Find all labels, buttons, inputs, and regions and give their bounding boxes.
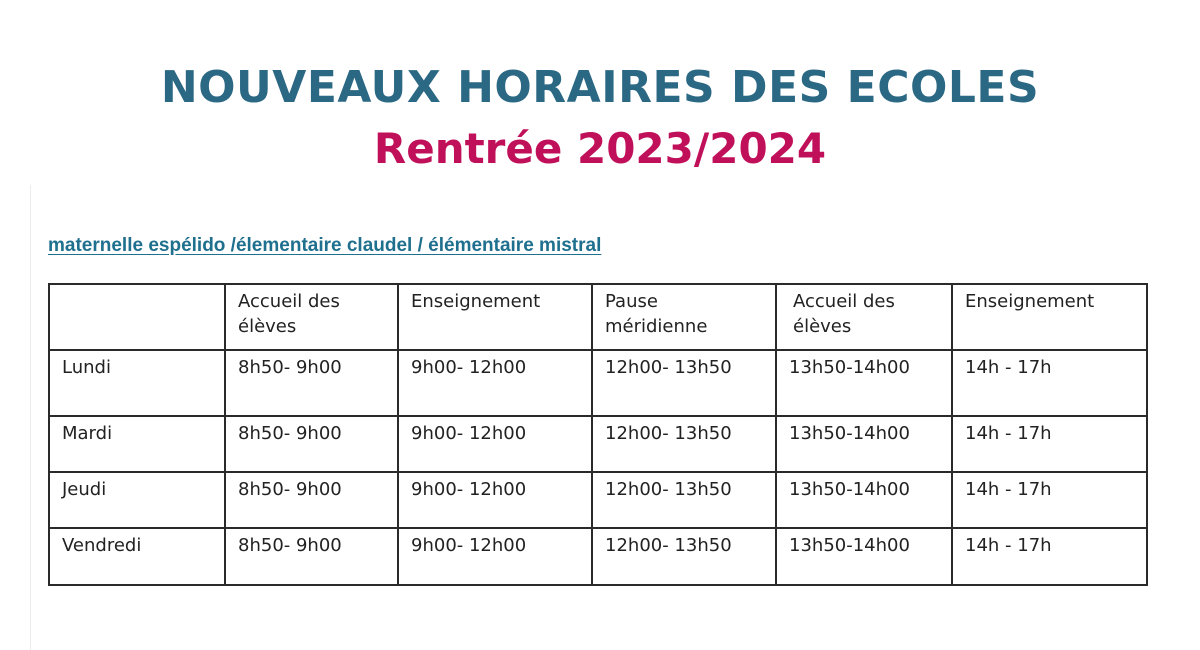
time-cell: 14h - 17h bbox=[952, 416, 1147, 472]
time-cell: 9h00- 12h00 bbox=[398, 472, 592, 528]
time-cell: 13h50-14h00 bbox=[776, 528, 952, 585]
time-cell: 8h50- 9h00 bbox=[225, 350, 398, 416]
time-cell: 13h50-14h00 bbox=[776, 350, 952, 416]
time-cell: 14h - 17h bbox=[952, 528, 1147, 585]
time-cell: 14h - 17h bbox=[952, 350, 1147, 416]
time-cell: 12h00- 13h50 bbox=[592, 472, 776, 528]
time-cell: 12h00- 13h50 bbox=[592, 416, 776, 472]
day-cell: Lundi bbox=[49, 350, 225, 416]
time-cell: 13h50-14h00 bbox=[776, 472, 952, 528]
page-title: NOUVEAUX HORAIRES DES ECOLES bbox=[160, 62, 1040, 113]
time-cell: 8h50- 9h00 bbox=[225, 416, 398, 472]
day-cell: Vendredi bbox=[49, 528, 225, 585]
time-cell: 12h00- 13h50 bbox=[592, 528, 776, 585]
day-cell: Jeudi bbox=[49, 472, 225, 528]
table-row bbox=[49, 350, 1147, 416]
table-row bbox=[49, 416, 1147, 472]
time-cell: 9h00- 12h00 bbox=[398, 416, 592, 472]
table-row bbox=[49, 472, 1147, 528]
column-header-day bbox=[49, 284, 225, 350]
column-header-afternoon-arrival: Accueil des élèves bbox=[776, 284, 952, 350]
table-header-row bbox=[49, 284, 1147, 350]
column-header-morning-arrival: Accueil des élèves bbox=[225, 284, 398, 350]
time-cell: 9h00- 12h00 bbox=[398, 350, 592, 416]
time-cell: 8h50- 9h00 bbox=[225, 472, 398, 528]
time-cell: 8h50- 9h00 bbox=[225, 528, 398, 585]
time-cell: 14h - 17h bbox=[952, 472, 1147, 528]
day-cell: Mardi bbox=[49, 416, 225, 472]
schedule-table bbox=[48, 283, 1148, 586]
schools-label: maternelle espélido /élementaire claudel / élémentaire mistral bbox=[48, 235, 602, 256]
column-header-lunch-break: Pause méridienne bbox=[592, 284, 776, 350]
document-edge-divider bbox=[30, 185, 31, 650]
time-cell: 12h00- 13h50 bbox=[592, 350, 776, 416]
page-subtitle: Rentrée 2023/2024 bbox=[373, 124, 827, 173]
time-cell: 13h50-14h00 bbox=[776, 416, 952, 472]
time-cell: 9h00- 12h00 bbox=[398, 528, 592, 585]
table-row bbox=[49, 528, 1147, 585]
column-header-morning-teaching: Enseignement bbox=[398, 284, 592, 350]
column-header-afternoon-teaching: Enseignement bbox=[952, 284, 1147, 350]
